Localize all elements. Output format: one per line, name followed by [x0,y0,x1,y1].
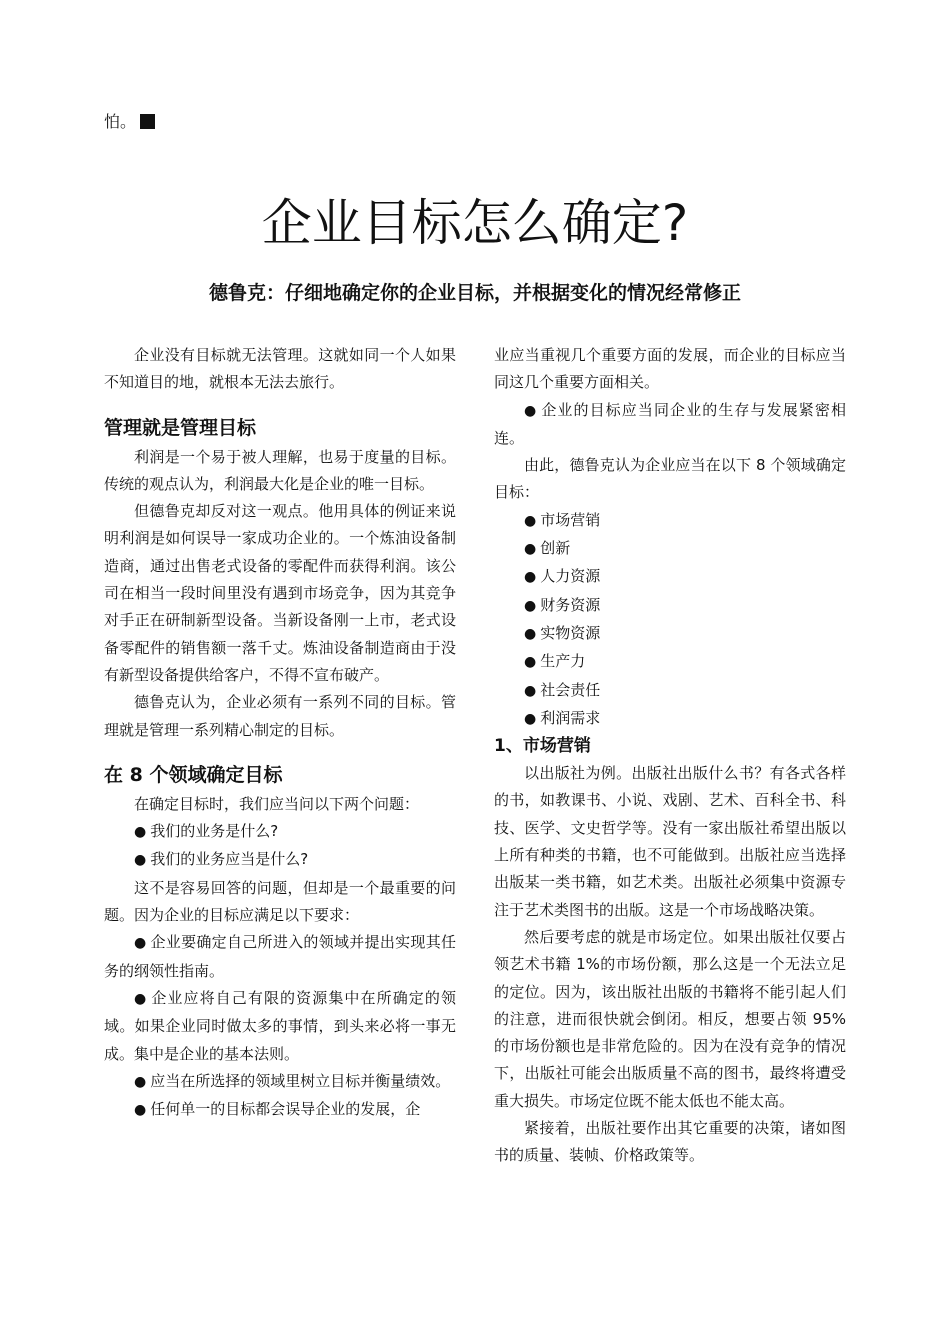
list-item: ● 利润需求 [524,708,601,727]
list-item: ● 市场营销 [524,510,601,529]
previous-article-ending [104,108,155,135]
list-item: ● 创新 [524,539,571,558]
list-item: ● 实物资源 [524,623,601,642]
goal-areas-list [494,507,846,733]
bullet-icon: ● [524,402,538,419]
left-column [104,342,456,1124]
requirement-item: ● 企业的目标应当同企业的生存与发展紧密相连。 [494,400,846,447]
section-heading-marketing: 1、市场营销 [494,736,591,757]
paragraph: 以出版社为例。出版社出版什么书？有各式各样的书，如教课书、小说、戏剧、艺术、百科全书、科技、医学、文史哲学等。没有一家出版社希望出版以上所有种类的书籍，也不可能做到。出版社应当选择出版某一类书籍，如艺术类。出版社必须集中资源专注于艺术类图书的出版。这是一个市场战略决策。 [494,764,846,919]
list-item: ● 社会责任 [524,680,601,699]
bullet-icon: ● [134,1102,147,1119]
paragraph: 德鲁克认为，企业必须有一系列不同的目标。管理就是管理一系列精心制定的目标。 [104,693,456,739]
previous-article-last-word: 怕。 [104,112,137,131]
paragraph: 但德鲁克却反对这一观点。他用具体的例证来说明利润是如何误导一家成功企业的。一个炼油设备制造商，通过出售老式设备的零配件而获得利润。该公司在相当一段时间里没有遇到市场竞争，因为其竞争对手正在研制新型设备。当新设备刚一上市，老式设备零配件的销售额一落千丈。炼油设备制造商由于没有新型设备提供给客户，不得不宣布破产。 [104,502,456,684]
bullet-icon: ● [524,654,537,671]
article-subtitle: 德鲁克：仔细地确定你的企业目标，并根据变化的情况经常修正 [208,282,741,304]
bullet-icon: ● [134,824,147,841]
bullet-icon: ● [134,1073,147,1090]
list-item: ● 我们的业务是什么? [134,822,279,841]
paragraph: 然后要考虑的就是市场定位。如果出版社仅要占领艺术书籍 1%的市场份额，那么这是一个无法立足的定位。因为，该出版社出版的书籍将不能引起人们的注意，进而很快就会倒闭。相反，想要占领 95%的市场份额也是非常危险的。因为在没有竞争的情况下，出版社可能会出版质量不高的图书，最终将遭受重大损失。市场定位既不能太低也不能太高。 [494,927,846,1110]
section-heading-eight-areas: 在 8 个领域确定目标 [104,763,283,786]
article-title: 企业目标怎么确定? [261,194,689,252]
paragraph: 利润是一个易于被人理解，也易于度量的目标。传统的观点认为，利润最大化是企业的唯一目标。 [104,447,456,493]
list-item: ● 人力资源 [524,567,601,586]
bullet-icon: ● [524,569,537,586]
bullet-icon: ● [134,852,147,869]
paragraph: 在确定目标时，我们应当问以下两个问题： [134,794,420,813]
bullet-icon: ● [524,541,537,558]
bullet-icon: ● [134,935,147,952]
paragraph-continuation: 业应当重视几个重要方面的发展，而企业的目标应当同这几个重要方面相关。 [494,346,846,392]
paragraph: 由此，德鲁克认为企业应当在以下 8 个领域确定目标： [494,456,846,502]
bullet-icon: ● [524,710,537,727]
bullet-icon: ● [524,682,537,699]
requirement-item: ● 企业应将自己有限的资源集中在所确定的领域。如果企业同时做太多的事情，到头来必将一事无成。集中是企业的基本法则。 [104,988,456,1063]
paragraph: 这不是容易回答的问题，但却是一个最重要的问题。因为企业的目标应满足以下要求： [104,878,456,925]
right-column [494,342,846,1170]
requirement-item: ● 任何单一的目标都会误导企业的发展，企 [134,1100,421,1119]
question-list [104,818,456,875]
list-item: ● 生产力 [524,652,586,671]
section-heading-manage-goals: 管理就是管理目标 [104,416,257,439]
list-item: ● 我们的业务应当是什么? [134,850,309,869]
requirement-item: ● 应当在所选择的领域里树立目标并衡量绩效。 [134,1071,451,1090]
bullet-icon: ● [524,597,537,614]
end-of-article-square-icon [140,114,155,129]
paragraph: 紧接着，出版社要作出其它重要的决策，诸如图书的质量、装帧、价格政策等。 [494,1119,846,1165]
list-item: ● 财务资源 [524,595,601,614]
intro-paragraph: 企业没有目标就无法管理。这就如同一个人如果不知道目的地，就根本无法去旅行。 [104,346,456,392]
bullet-icon: ● [524,512,537,529]
bullet-icon: ● [134,990,148,1007]
bullet-icon: ● [524,625,537,642]
requirement-item: ● 企业要确定自己所进入的领域并提出实现其任务的纲领性指南。 [104,933,456,980]
